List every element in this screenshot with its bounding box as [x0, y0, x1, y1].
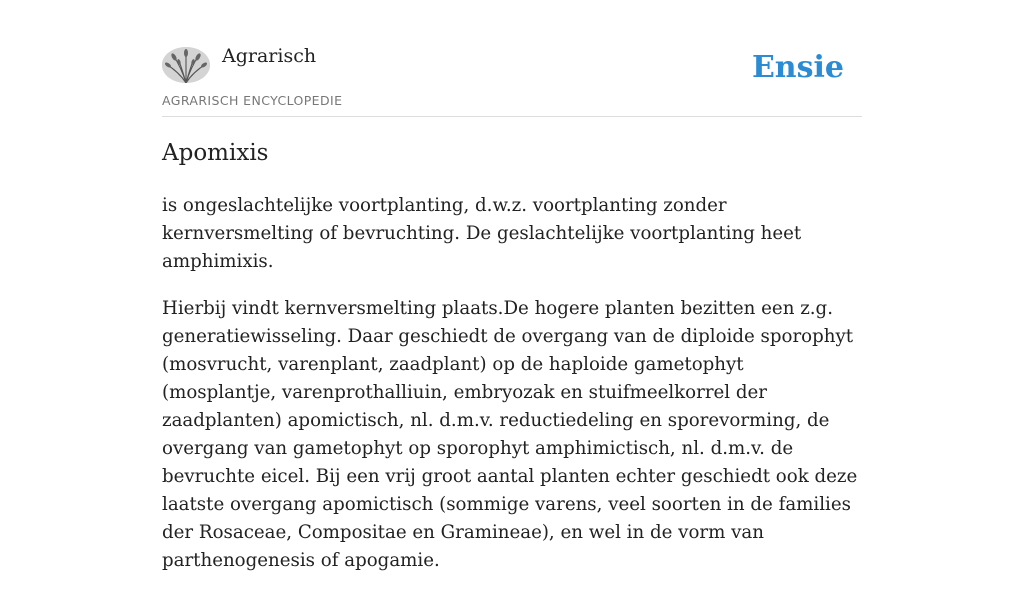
article-paragraph-2: Hierbij vindt kernversmelting plaats.De hogere planten bezitten een z.g. generatiewisseling. Daar geschiedt de overgang van de diploide sporophyt (mosvrucht, varenplant, zaadplant) op de haploide gametophyt (mosplantje, varenprothalliuin, embryozak en stuifmeelkorrel der zaadplanten) apomictisch, nl. d.m.v. reductiedeling en sporevorming, de overgang van gametophyt op sporophyt amphimictisch, nl. d.m.v. de bevruchte eicel. Bij een vrij groot aantal planten echter geschiedt ook deze laatste overgang apomictisch (sommige varens, veel soorten in de families der Rosaceae, Compositae en Gramineae), en wel in de vorm van parthenogenesis of apogamie.	[162, 298, 858, 571]
article-title: Apomixis	[162, 140, 269, 166]
page	[162, 0, 862, 571]
site-header	[162, 0, 862, 117]
site-name-link[interactable]: Agrarisch	[222, 45, 317, 67]
site-subtitle: AGRARISCH ENCYCLOPEDIE	[162, 93, 343, 108]
wheat-illustration-icon[interactable]	[162, 47, 210, 83]
ensie-logo-link[interactable]: Ensie	[751, 50, 844, 85]
article-body	[162, 192, 862, 594]
article-paragraph-1: is ongeslachtelijke voortplanting, d.w.z. voortplanting zonder kernversmelting of bevruchting. De geslachtelijke voortplanting heet amphimixis.	[162, 195, 802, 272]
